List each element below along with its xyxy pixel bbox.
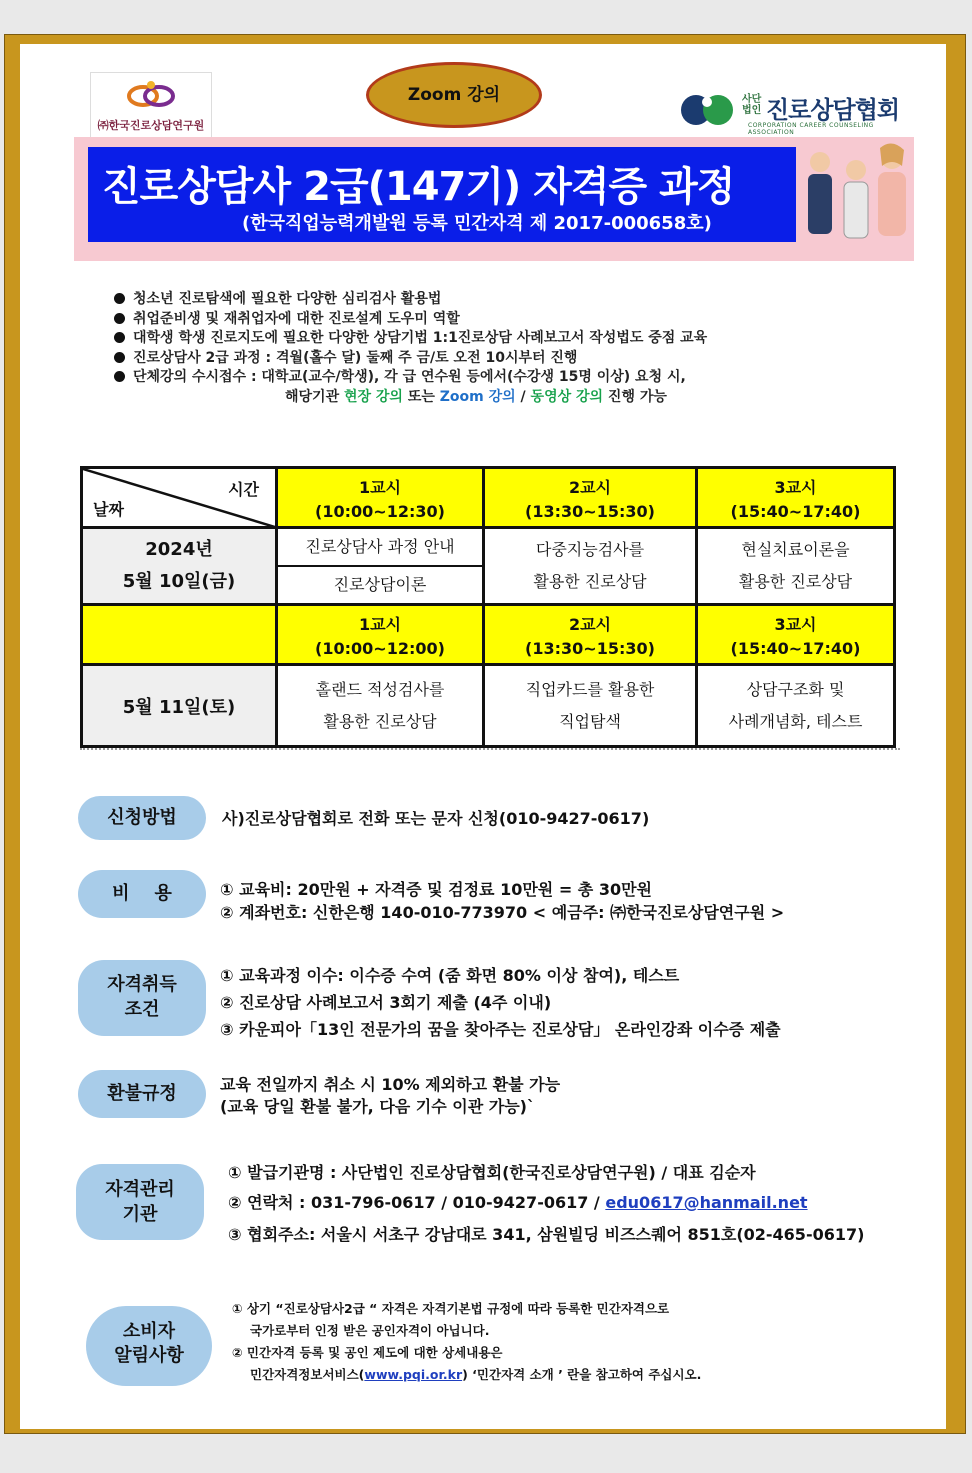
bullet-icon [114, 371, 125, 382]
page-subtitle: (한국직업능력개발원 등록 민간자격 제 2017-000658호) [242, 213, 712, 234]
table-corner-cell: 시간 날짜 [82, 468, 277, 528]
table-row [82, 468, 895, 528]
period-header: 2교시 (13:30~15:30) [484, 605, 697, 665]
feature-list [114, 290, 707, 407]
list-item: 진로상담사 2급 과정 : 격월(홀수 달) 둘째 주 금/토 오전 10시부터 진행 [114, 349, 707, 369]
period-header: 3교시 (15:40~17:40) [697, 468, 895, 528]
period-header: 1교시 (10:00~12:00) [277, 605, 484, 665]
list-item: 단체강의 수시접수 : 대학교(교수/학생), 각 급 연수원 등에서(수강생 15명 이상) 요청 시, [114, 368, 707, 388]
email-link[interactable]: edu0617@hanmail.net [605, 1193, 808, 1212]
refund-text: 교육 전일까지 취소 시 10% 제외하고 환불 가능 (교육 당일 환불 불가, 다음 기수 이관 가능)` [220, 1075, 561, 1116]
session-cell: 상담구조화 및 사례개념화, 테스트 [697, 665, 895, 747]
manage-text: ① 발급기관명 : 사단법인 진로상담협회(한국진로상담연구원) / 대표 김순자 ② 연락처 : 031-796-0617 / 010-9427-0617 / edu0617@hanmail.net ③ 협회주소: 서울시 서초구 강남대로 341, 삼원빌딩 비즈스퀘어 851호(02-465-0617) [228, 1163, 865, 1244]
bullet-icon [114, 293, 125, 304]
apply-text: 사)진로상담협회로 전화 또는 문자 신청(010-9427-0617) [222, 809, 650, 828]
period-header: 2교시 (13:30~15:30) [484, 468, 697, 528]
bullet-icon [114, 332, 125, 343]
pqi-link[interactable]: www.pqi.or.kr [364, 1367, 463, 1382]
list-item-continuation: 해당기관 현장 강의 또는 Zoom 강의 / 동영상 강의 진행 가능 [285, 388, 667, 405]
schedule-table [80, 466, 896, 748]
session-cell: 직업카드를 활용한 직업탐색 [484, 665, 697, 747]
logo-career-counseling-association [672, 84, 916, 136]
list-item: 취업준비생 및 재취업자에 대한 진로설계 도우미 역할 [114, 310, 707, 330]
date-cell: 5월 11일(토) [82, 665, 277, 747]
logo-korea-career-institute [90, 72, 212, 140]
session-cell: 진로상담사 과정 안내 진로상담이론 [277, 528, 484, 605]
refund-label: 환불규정 [78, 1070, 206, 1118]
date-cell: 2024년 5월 10일(금) [82, 528, 277, 605]
cost-text: ① 교육비: 20만원 + 자격증 및 검정료 10만원 = 총 30만원 ② 계좌번호: 신한은행 140-010-773970 < 예금주: ㈜한국진로상담연구원 > [220, 880, 785, 922]
logo-right-small: 사단 법인 [742, 94, 762, 116]
people-illustration-icon [796, 140, 916, 258]
blank-header-cell [82, 605, 277, 665]
table-row [82, 528, 895, 605]
list-item: 청소년 진로탐색에 필요한 다양한 심리검사 활용법 [114, 290, 707, 310]
session-cell: 다중지능검사를 활용한 진로상담 [484, 528, 697, 605]
period-header: 1교시 (10:00~12:30) [277, 468, 484, 528]
period-header: 3교시 (15:40~17:40) [697, 605, 895, 665]
association-logo-icon [678, 92, 736, 128]
page-title: 진로상담사 2급(147기) 자격증 과정 [102, 164, 735, 210]
session-cell: 현실치료이론을 활용한 진로상담 [697, 528, 895, 605]
cost-label: 비 용 [78, 870, 206, 918]
apply-label: 신청방법 [78, 796, 206, 840]
zoom-badge: Zoom 강의 [366, 62, 542, 128]
title-banner [88, 147, 796, 242]
qualify-text: ① 교육과정 이수: 이수증 수여 (줌 화면 80% 이상 참여), 테스트 ② 진로상담 사례보고서 3회기 제출 (4주 이내) ③ 카운피아「13인 전문가의 꿈을 찾아주는 진로상담」 온라인강좌 이수증 제출 [220, 966, 781, 1039]
notice-text: ① 상기 “진로상담사2급 “ 자격은 자격기본법 규정에 따라 등록한 민간자격으로 국가로부터 인정 받은 공인자격이 아닙니다. ② 민간자격 등록 및 공인 제도에 대한 상세내용은 민간자격정보서비스(www.pqi.or.kr) ‘민간자격 소개 ’ 란을 참고하여 주십시오. [232, 1301, 702, 1382]
manage-label: 자격관리 기관 [76, 1164, 204, 1240]
rings-logo-icon [123, 79, 179, 113]
table-row [82, 605, 895, 665]
qualify-label: 자격취득 조건 [78, 960, 206, 1036]
list-item: 대학생 학생 진로지도에 필요한 다양한 상담기법 1:1진로상담 사례보고서 작성법도 중점 교육 [114, 329, 707, 349]
logo-left-text: ㈜한국진로상담연구원 [97, 119, 205, 132]
bullet-icon [114, 313, 125, 324]
logo-right-name: 진로상담협회 [766, 96, 900, 124]
divider [80, 748, 900, 750]
notice-label: 소비자 알림사항 [86, 1306, 212, 1386]
bullet-icon [114, 352, 125, 363]
session-cell: 홀랜드 적성검사를 활용한 진로상담 [277, 665, 484, 747]
logo-right-en: CORPORATION CAREER COUNSELING ASSOCIATION [748, 122, 874, 136]
table-row [82, 665, 895, 747]
